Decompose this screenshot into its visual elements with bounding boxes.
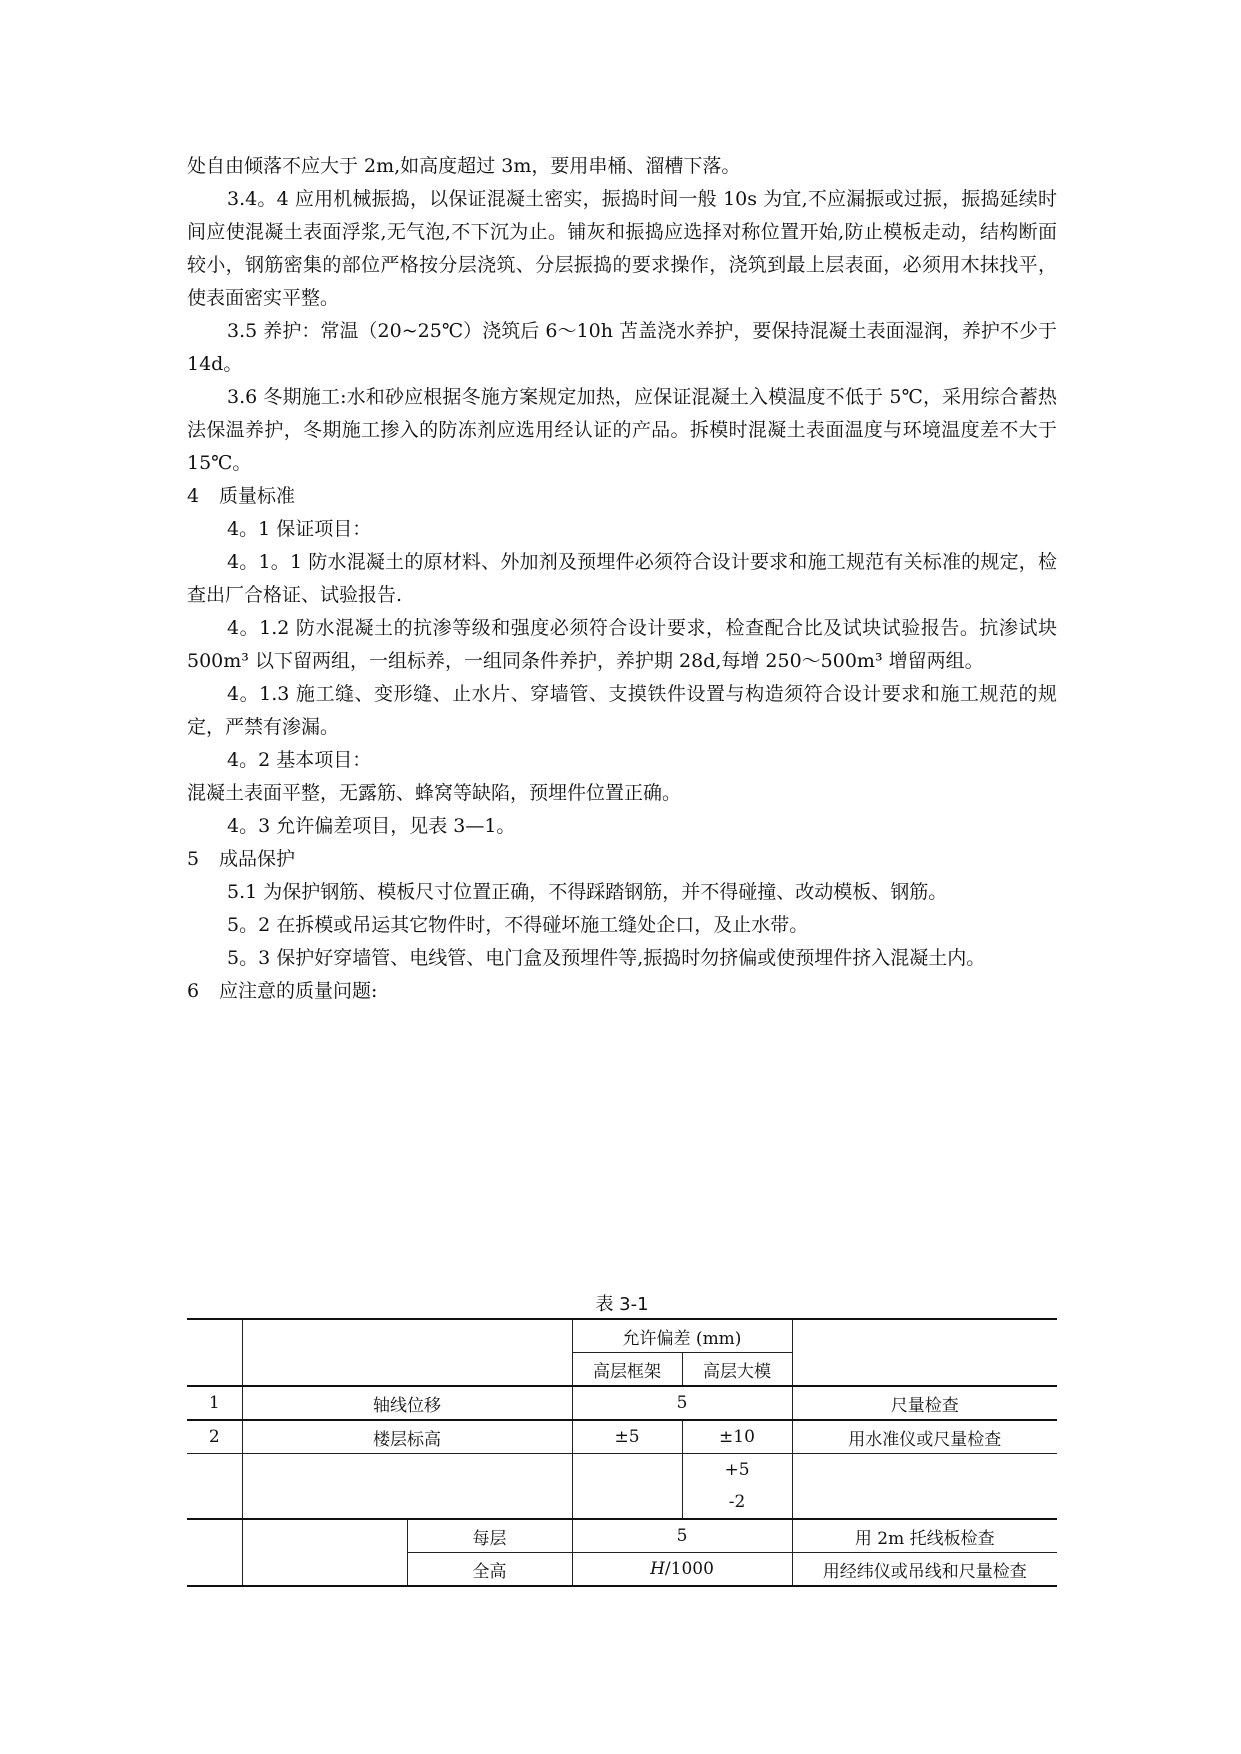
- item-4-3: 4。3 允许偏差项目，见表 3—1。: [227, 815, 516, 837]
- header-large-form: 高层大模: [682, 1353, 792, 1387]
- header-cell-method: [792, 1319, 1057, 1386]
- row-subitem: 全高: [407, 1553, 572, 1587]
- row-item: [242, 1454, 572, 1520]
- header-cell-item: [242, 1319, 572, 1386]
- row-item: [242, 1519, 407, 1586]
- header-frame: 高层框架: [572, 1353, 682, 1387]
- row-value: 5: [572, 1386, 792, 1420]
- table-caption: 表 3-1: [595, 1294, 649, 1315]
- row-method: [792, 1454, 1057, 1520]
- table-row: [187, 1420, 1057, 1454]
- item-5-1: 5.1 为保护钢筋、模板尺寸位置正确，不得踩踏钢筋，并不得碰撞、改动模板、钢筋。: [227, 881, 948, 903]
- row-number: 1: [187, 1386, 242, 1420]
- item-5-2: 5。2 在拆模或吊运其它物件时，不得碰坏施工缝处企口，及止水带。: [227, 914, 809, 936]
- item-4-2-text: 混凝土表面平整，无露筋、蜂窝等缺陷，预埋件位置正确。: [187, 782, 682, 804]
- header-allowed: 允许偏差 (mm): [572, 1319, 792, 1353]
- section-4-heading: [187, 480, 1057, 513]
- row-method: 用 2m 托线板检查: [792, 1519, 1057, 1553]
- row-frame-value: [572, 1454, 682, 1520]
- header-cell-no: [187, 1319, 242, 1386]
- paragraph-3-4-4: 3.4。4 应用机械振捣，以保证混凝土密实，振捣时间一般 10s 为宜,不应漏振或过振，振捣延续时间应使混凝土表面浮浆,无气泡,不下沉为止。铺灰和振捣应选择对称位置开始,防止模板走动，结构断面较小，钢筋密集的部位严格按分层浇筑、分层振捣的要求操作，浇筑到最上层表面，必须用木抹找平，使表面密实平整。: [187, 188, 1057, 309]
- section-title: 质量标准: [219, 485, 296, 507]
- value-ratio: /1000: [664, 1559, 714, 1579]
- item-4-1-2: 4。1.2 防水混凝土的抗渗等级和强度必须符合设计要求，检查配合比及试块试验报告。抗渗试块 500m³ 以下留两组，一组标养，一组同条件养护，养护期 28d,每增 250～500m³ 增留两组。: [187, 617, 1057, 672]
- item-4-1-1: 4。1。1 防水混凝土的原材料、外加剂及预埋件必须符合设计要求和施工规范有关标准的规定，检查出厂合格证、试验报告.: [187, 551, 1057, 606]
- item-4-2: 4。2 基本项目：: [227, 749, 372, 771]
- tolerance-table: [187, 1318, 1057, 1587]
- row-large-plus: +5: [682, 1454, 792, 1487]
- section-6-heading: [187, 975, 1057, 1008]
- document-body: [187, 150, 1057, 1008]
- section-number: 5: [187, 848, 200, 870]
- table-row: [187, 1519, 1057, 1553]
- row-item: 轴线位移: [242, 1386, 572, 1420]
- row-method: 用经纬仪或吊线和尺量检查: [792, 1553, 1057, 1587]
- row-number: [187, 1519, 242, 1586]
- table-row: [187, 1386, 1057, 1420]
- section-title: 应注意的质量问题:: [219, 980, 378, 1002]
- item-4-1: 4。1 保证项目：: [227, 518, 372, 540]
- section-number: 4: [187, 485, 200, 507]
- row-number: [187, 1454, 242, 1520]
- paragraph-1: 处自由倾落不应大于 2m,如高度超过 3m，要用串桶、溜槽下落。: [187, 155, 741, 177]
- paragraph-3-5: 3.5 养护：常温（20~25℃）浇筑后 6～10h 苫盖浇水养护，要保持混凝土表面湿润，养护不少于 14d。: [187, 320, 1057, 375]
- row-method: 用水准仪或尺量检查: [792, 1420, 1057, 1454]
- table-header-row: [187, 1319, 1057, 1353]
- table-row: [187, 1454, 1057, 1487]
- section-title: 成品保护: [219, 848, 296, 870]
- row-subitem: 每层: [407, 1519, 572, 1553]
- item-5-3: 5。3 保护好穿墙管、电线管、电门盒及预埋件等,振捣时勿挤偏或使预埋件挤入混凝土内。: [227, 947, 986, 969]
- item-4-1-3: 4。1.3 施工缝、变形缝、止水片、穿墙管、支摸铁件设置与构造须符合设计要求和施工规范的规定，严禁有渗漏。: [187, 683, 1057, 738]
- row-number: 2: [187, 1420, 242, 1454]
- section-5-heading: [187, 843, 1057, 876]
- row-value: [572, 1553, 792, 1587]
- row-large-value: ±10: [682, 1420, 792, 1454]
- row-large-minus: -2: [682, 1486, 792, 1519]
- row-method: 尺量检查: [792, 1386, 1057, 1420]
- section-number: 6: [187, 980, 200, 1002]
- row-value: 5: [572, 1519, 792, 1553]
- row-frame-value: ±5: [572, 1420, 682, 1454]
- row-item: 楼层标高: [242, 1420, 572, 1454]
- paragraph-3-6: 3.6 冬期施工:水和砂应根据冬施方案规定加热，应保证混凝土入模温度不低于 5℃，采用综合蓄热法保温养护，冬期施工掺入的防冻剂应选用经认证的产品。拆模时混凝土表面温度与环境温度差不大于 15℃。: [187, 386, 1057, 474]
- value-symbol: H: [650, 1559, 665, 1579]
